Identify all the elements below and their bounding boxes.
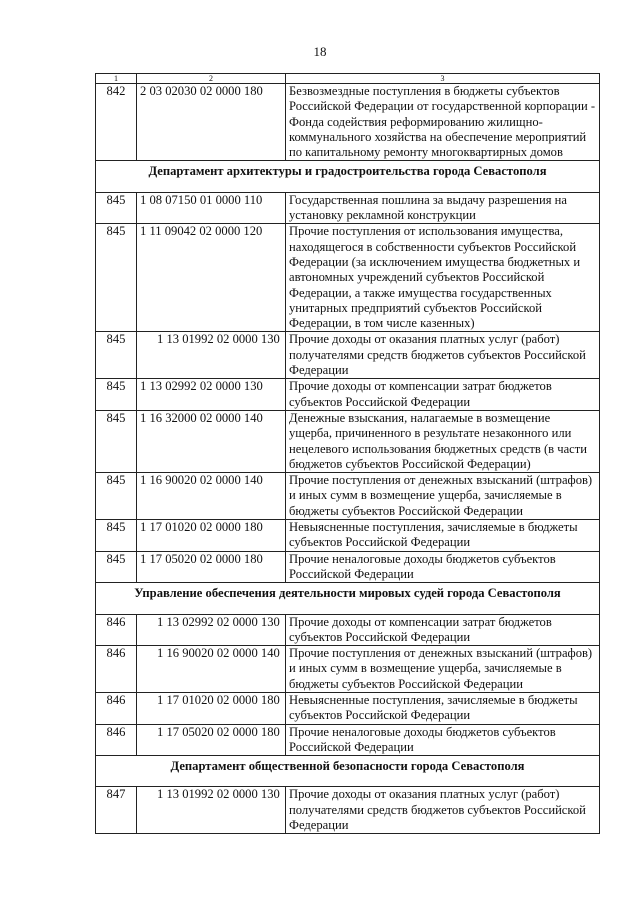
admin-code-cell: 846	[96, 692, 137, 724]
admin-code-cell: 842	[96, 84, 137, 161]
revenue-description-cell: Прочие поступления от использования имущества, находящегося в собственности субъектов Российской Федерации (за исключением имущества бюджетных и автономных учреждений субъектов Российской Федерации, а также имущества государственных унитарных предприятий субъектов Российской Федерации, в том числе казенных)	[286, 224, 600, 332]
table-row	[96, 520, 600, 552]
revenue-description-cell: Прочие поступления от денежных взысканий (штрафов) и иных сумм в возмещение ущерба, зачисляемые в бюджеты субъектов Российской Федерации	[286, 473, 600, 520]
admin-code-cell: 845	[96, 192, 137, 224]
column-number-row	[96, 74, 600, 84]
revenue-description-cell: Прочие неналоговые доходы бюджетов субъектов Российской Федерации	[286, 551, 600, 583]
table-row	[96, 614, 600, 646]
table-row	[96, 692, 600, 724]
table-row	[96, 787, 600, 834]
page-number: 18	[313, 44, 327, 59]
admin-code-cell: 845	[96, 473, 137, 520]
admin-code-cell: 846	[96, 724, 137, 756]
revenue-code-cell: 1 17 01020 02 0000 180	[137, 692, 286, 724]
table-body	[96, 74, 600, 834]
table-row	[96, 410, 600, 472]
revenue-code-cell: 1 13 02992 02 0000 130	[137, 614, 286, 646]
table-row	[96, 646, 600, 693]
section-header-row	[96, 161, 600, 192]
revenue-description-cell: Прочие доходы от компенсации затрат бюджетов субъектов Российской Федерации	[286, 614, 600, 646]
admin-code-cell: 846	[96, 646, 137, 693]
admin-code-cell: 845	[96, 410, 137, 472]
revenue-code-cell: 1 16 90020 02 0000 140	[137, 646, 286, 693]
section-title: Департамент архитектуры и градостроительства города Севастополя	[96, 161, 600, 192]
admin-code-cell: 847	[96, 787, 137, 834]
table-row	[96, 379, 600, 411]
revenue-code-cell: 1 17 01020 02 0000 180	[137, 520, 286, 552]
table-row	[96, 473, 600, 520]
table-row	[96, 224, 600, 332]
table-row	[96, 84, 600, 161]
revenue-description-cell: Прочие доходы от компенсации затрат бюджетов субъектов Российской Федерации	[286, 379, 600, 411]
admin-code-cell: 846	[96, 614, 137, 646]
revenue-description-cell: Прочие поступления от денежных взысканий (штрафов) и иных сумм в возмещение ущерба, зачисляемые в бюджеты субъектов Российской Федерации	[286, 646, 600, 693]
revenue-code-cell: 1 13 01992 02 0000 130	[137, 787, 286, 834]
admin-code-cell: 845	[96, 379, 137, 411]
table-row	[96, 332, 600, 379]
revenue-code-cell: 1 17 05020 02 0000 180	[137, 724, 286, 756]
table-row	[96, 551, 600, 583]
admin-code-cell: 845	[96, 551, 137, 583]
revenue-description-cell: Прочие доходы от оказания платных услуг (работ) получателями средств бюджетов субъектов Российской Федерации	[286, 787, 600, 834]
revenue-description-cell: Безвозмездные поступления в бюджеты субъектов Российской Федерации от государственной корпорации - Фонда содействия реформированию жилищно-коммунального хозяйства на обеспечение мероприятий по капитальному ремонту многоквартирных домов	[286, 84, 600, 161]
section-title: Управление обеспечения деятельности мировых судей города Севастополя	[96, 583, 600, 614]
revenue-code-cell: 1 13 02992 02 0000 130	[137, 379, 286, 411]
revenue-code-cell: 1 16 90020 02 0000 140	[137, 473, 286, 520]
revenue-description-cell: Невыясненные поступления, зачисляемые в бюджеты субъектов Российской Федерации	[286, 692, 600, 724]
column-number-3: 3	[286, 74, 600, 84]
revenue-code-cell: 2 03 02030 02 0000 180	[137, 84, 286, 161]
admin-code-cell: 845	[96, 224, 137, 332]
revenue-code-cell: 1 17 05020 02 0000 180	[137, 551, 286, 583]
revenue-code-cell: 1 13 01992 02 0000 130	[137, 332, 286, 379]
column-number-1: 1	[96, 74, 137, 84]
section-header-row	[96, 756, 600, 787]
admin-code-cell: 845	[96, 332, 137, 379]
section-header-row	[96, 583, 600, 614]
revenue-code-cell: 1 11 09042 02 0000 120	[137, 224, 286, 332]
revenue-description-cell: Денежные взыскания, налагаемые в возмещение ущерба, причиненного в результате незаконного или нецелевого использования бюджетных средств (в части бюджетов субъектов Российской Федерации)	[286, 410, 600, 472]
table-row	[96, 192, 600, 224]
revenue-codes-table	[95, 73, 600, 834]
revenue-code-cell: 1 08 07150 01 0000 110	[137, 192, 286, 224]
revenue-code-cell: 1 16 32000 02 0000 140	[137, 410, 286, 472]
table-row	[96, 724, 600, 756]
section-title: Департамент общественной безопасности города Севастополя	[96, 756, 600, 787]
revenue-description-cell: Невыясненные поступления, зачисляемые в бюджеты субъектов Российской Федерации	[286, 520, 600, 552]
revenue-description-cell: Прочие доходы от оказания платных услуг (работ) получателями средств бюджетов субъектов Российской Федерации	[286, 332, 600, 379]
admin-code-cell: 845	[96, 520, 137, 552]
revenue-description-cell: Государственная пошлина за выдачу разрешения на установку рекламной конструкции	[286, 192, 600, 224]
column-number-2: 2	[137, 74, 286, 84]
revenue-description-cell: Прочие неналоговые доходы бюджетов субъектов Российской Федерации	[286, 724, 600, 756]
